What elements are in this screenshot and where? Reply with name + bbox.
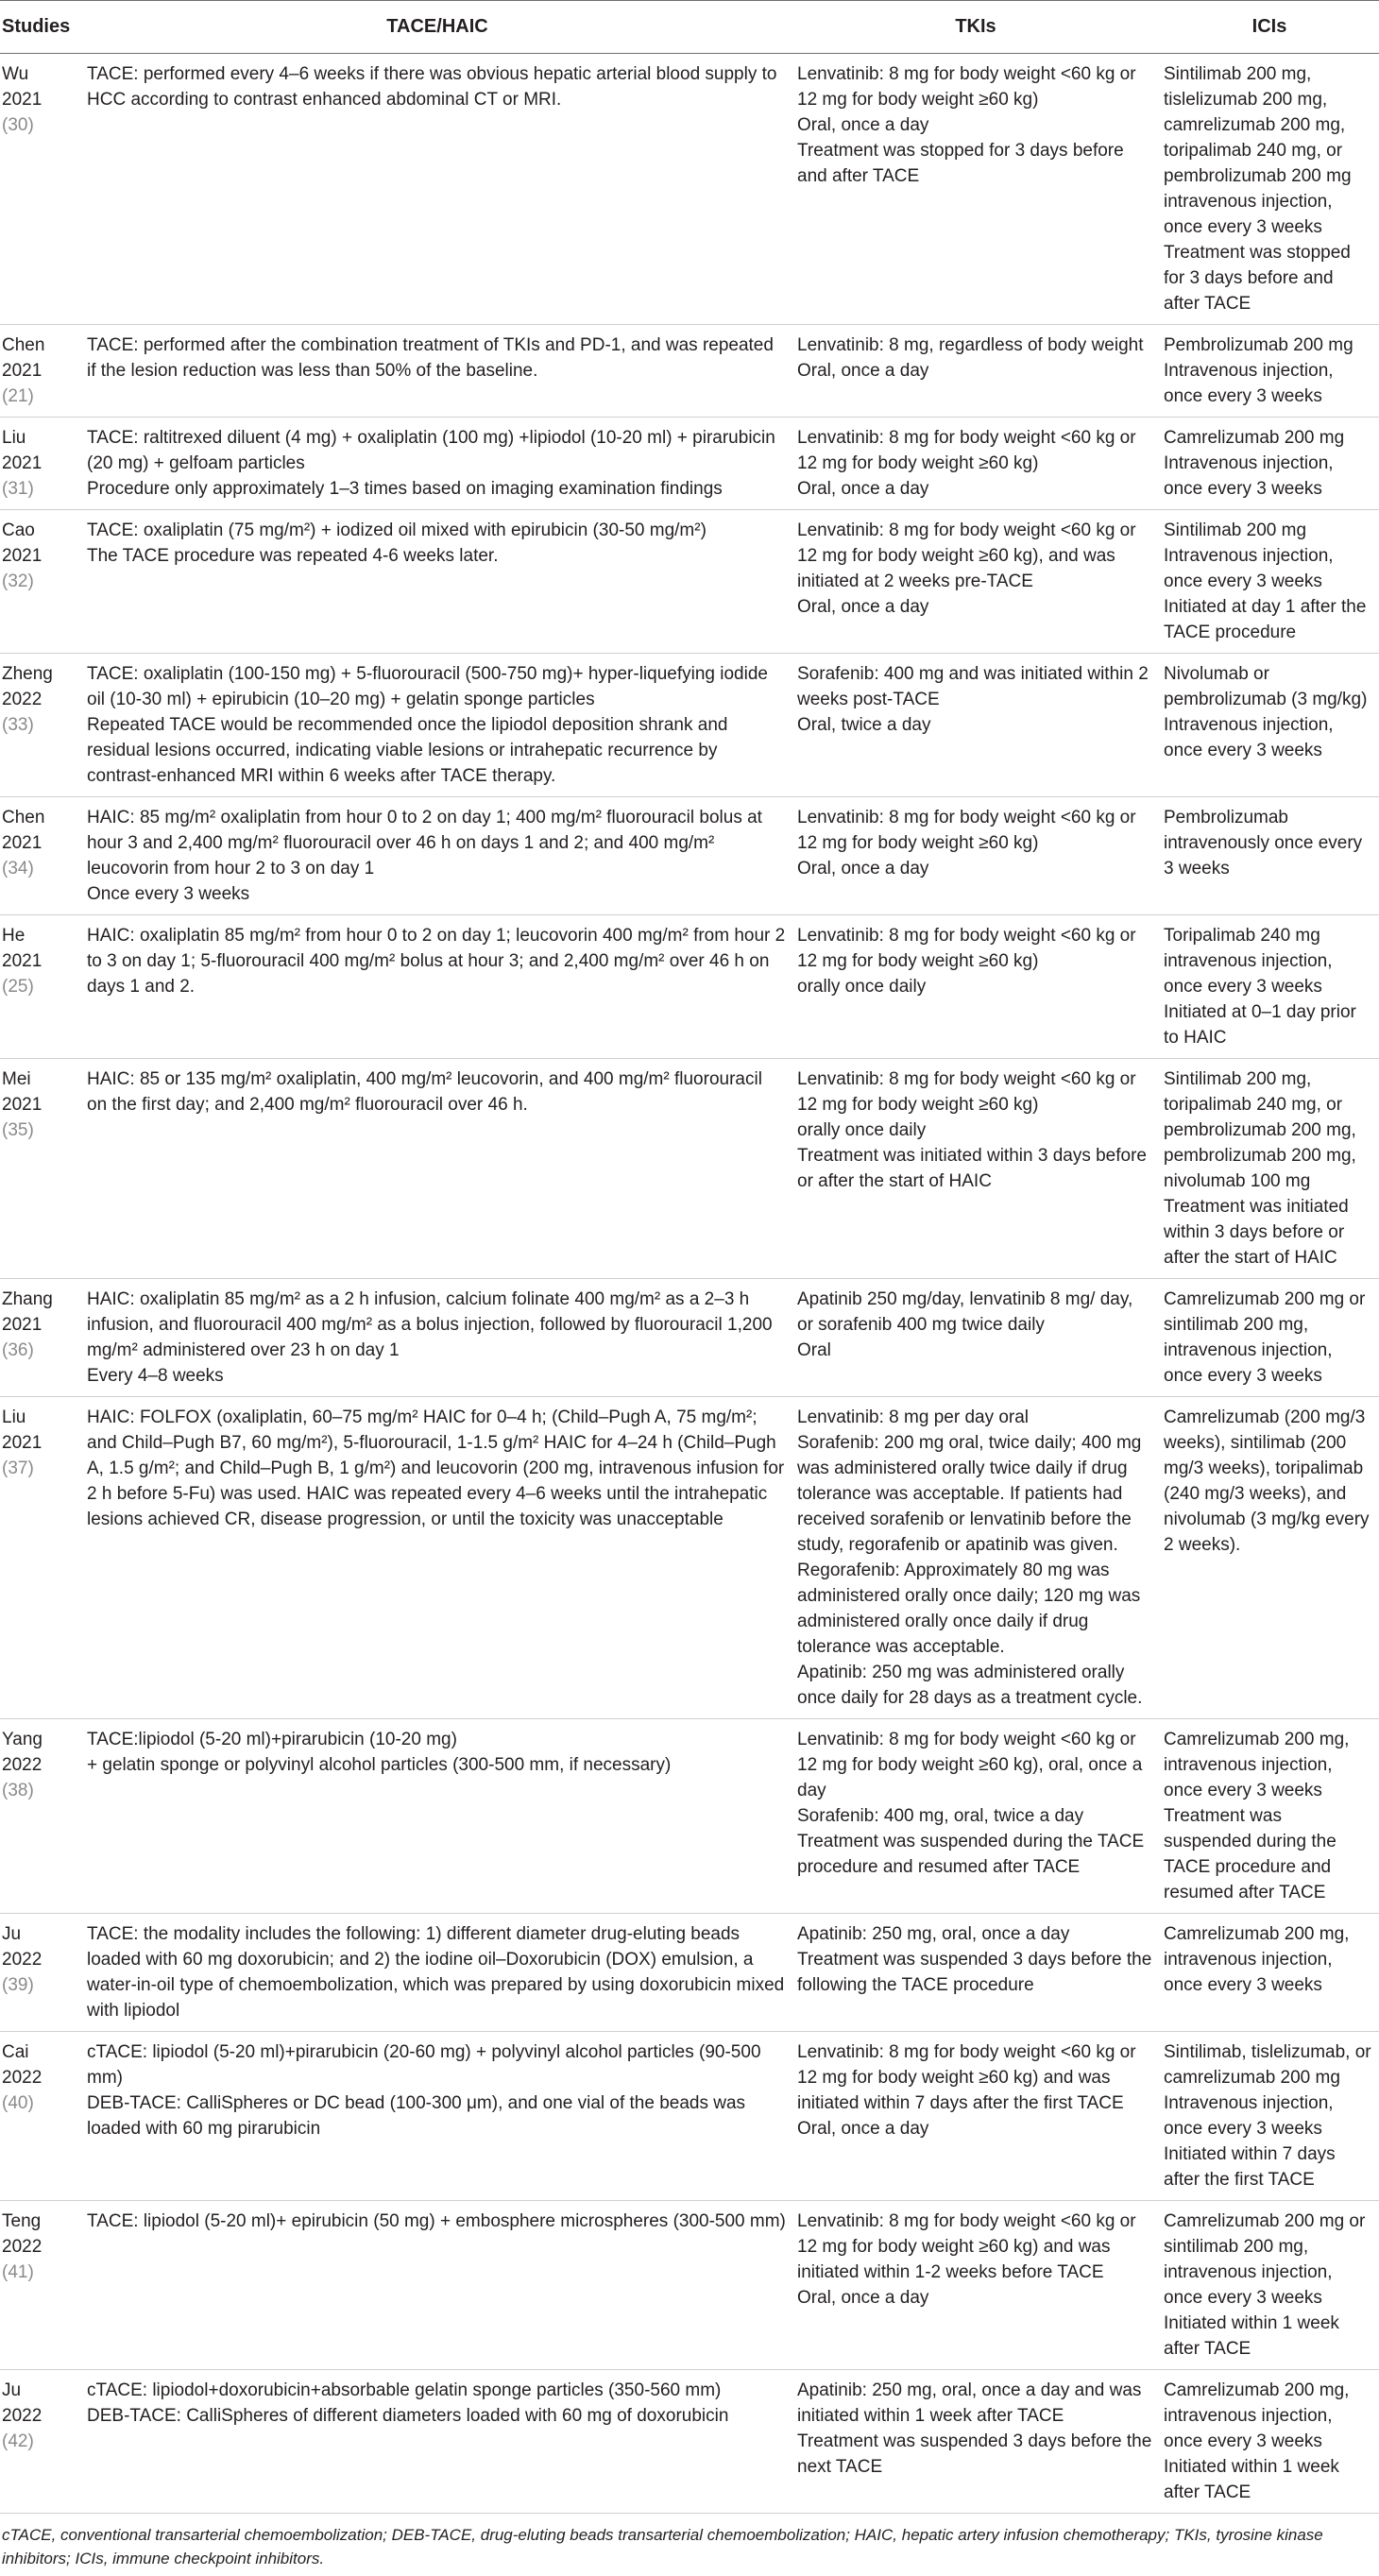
tace-haic-cell (81, 1397, 792, 1719)
tkis-text: Treatment was suspended during the TACE procedure and resumed after TACE (797, 1829, 1152, 1880)
icis-cell (1158, 797, 1379, 915)
study-name: 2021 (2, 948, 79, 974)
icis-cell (1158, 418, 1379, 510)
tace-haic-text: TACE: the modality includes the following: 1) different diameter drug-eluting beads loaded with 60 mg doxorubicin; and 2) the iodine oil–Doxorubicin (DOX) emulsion, a water-in-oil type of chemoembolization, which was prepared by using doxorubicin mixed with lipiodol (87, 1921, 786, 2023)
tace-haic-text: HAIC: FOLFOX (oxaliplatin, 60–75 mg/m² HAIC for 0–4 h; (Child–Pugh A, 75 mg/m²; and Child–Pugh B7, 60 mg/m²), 5-fluorouracil, 1-1.5 g/m² HAIC for 4–24 h (Child–Pugh A, 1.5 g/m²; and Child–Pugh B, 1 g/m²) and leucovorin (200 mg, intravenous infusion for 2 h before 5-Fu) was used. HAIC was repeated every 4–6 weeks until the intrahepatic lesions achieved CR, disease progression, or until the toxicity was unacceptable (87, 1405, 786, 1532)
icis-text: Initiated within 1 week after TACE (1164, 2454, 1373, 2505)
tace-haic-cell (81, 54, 792, 325)
header-tkis: TKIs (792, 1, 1158, 54)
study-name: Chen (2, 333, 79, 358)
study-cell (0, 915, 81, 1059)
tkis-text: Lenvatinib: 8 mg for body weight <60 kg or (797, 923, 1152, 948)
table-row (0, 1279, 1379, 1397)
study-cell (0, 2201, 81, 2370)
reference-number: (31) (2, 476, 79, 502)
tace-haic-text: HAIC: 85 or 135 mg/m² oxaliplatin, 400 mg/m² leucovorin, and 400 mg/m² fluorouracil on the first day; and 2,400 mg/m² fluorouracil over 46 h. (87, 1066, 786, 1117)
tkis-text: Lenvatinib: 8 mg for body weight <60 kg or (797, 1727, 1152, 1752)
tace-haic-cell (81, 1279, 792, 1397)
study-name: Zhang (2, 1287, 79, 1312)
study-cell (0, 1059, 81, 1279)
tkis-text: Oral, once a day (797, 594, 1152, 620)
header-tace-haic: TACE/HAIC (81, 1, 792, 54)
icis-text: Camrelizumab 200 mg or sintilimab 200 mg, intravenous injection, once every 3 weeks (1164, 2209, 1373, 2311)
tkis-text: orally once daily (797, 1117, 1152, 1143)
study-name: 2021 (2, 1092, 79, 1117)
tkis-text: Apatinib: 250 mg was administered orally once daily for 28 days as a treatment cycle. (797, 1660, 1152, 1711)
table-row (0, 1059, 1379, 1279)
tace-haic-cell (81, 1914, 792, 2032)
tkis-text: Oral, once a day (797, 856, 1152, 881)
tkis-cell (792, 2370, 1158, 2514)
tkis-text: Oral, twice a day (797, 712, 1152, 738)
tace-haic-cell (81, 325, 792, 418)
tace-haic-text: cTACE: lipiodol (5-20 ml)+pirarubicin (20-60 mg) + polyvinyl alcohol particles (90-500 mm) (87, 2039, 786, 2090)
icis-text: Sintilimab, tislelizumab, or camrelizumab 200 mg (1164, 2039, 1373, 2090)
table-header (0, 1, 1379, 54)
icis-cell (1158, 2370, 1379, 2514)
table-row (0, 2370, 1379, 2514)
table-row (0, 2032, 1379, 2201)
icis-text: Camrelizumab 200 mg, intravenous injection, once every 3 weeks (1164, 1921, 1373, 1998)
tace-haic-text: Every 4–8 weeks (87, 1363, 786, 1389)
tkis-text: Lenvatinib: 8 mg for body weight <60 kg or (797, 518, 1152, 543)
tkis-cell (792, 797, 1158, 915)
study-name: Liu (2, 425, 79, 451)
tace-haic-text: cTACE: lipiodol+doxorubicin+absorbable gelatin sponge particles (350-560 mm) (87, 2378, 786, 2403)
tace-haic-text: Repeated TACE would be recommended once the lipiodol deposition shrank and residual lesions occurred, indicating viable lesions or intrahepatic recurrence by contrast-enhanced MRI within 6 weeks after TACE therapy. (87, 712, 786, 789)
reference-number: (30) (2, 112, 79, 138)
study-name: 2021 (2, 451, 79, 476)
tkis-cell (792, 1914, 1158, 2032)
study-cell (0, 510, 81, 654)
icis-text: Camrelizumab 200 mg or sintilimab 200 mg, intravenous injection, once every 3 weeks (1164, 1287, 1373, 1389)
study-name: 2022 (2, 2234, 79, 2260)
reference-number: (25) (2, 974, 79, 999)
study-cell (0, 2370, 81, 2514)
table-row (0, 797, 1379, 915)
icis-text: Pembrolizumab 200 mg (1164, 333, 1373, 358)
icis-cell (1158, 654, 1379, 797)
tace-haic-cell (81, 2201, 792, 2370)
table-row (0, 1914, 1379, 2032)
tkis-cell (792, 1279, 1158, 1397)
study-cell (0, 54, 81, 325)
icis-cell (1158, 54, 1379, 325)
study-name: 2022 (2, 687, 79, 712)
table-footnote: cTACE, conventional transarterial chemoembolization; DEB-TACE, drug-eluting beads transarterial chemoembolization; HAIC, hepatic artery infusion chemotherapy; TKIs, tyrosine kinase inhibitors; ICIs, immune checkpoint inhibitors. (0, 2514, 1379, 2576)
study-name: 2021 (2, 87, 79, 112)
icis-text: Sintilimab 200 mg, toripalimab 240 mg, or pembrolizumab 200 mg, pembrolizumab 200 mg, nivolumab 100 mg (1164, 1066, 1373, 1194)
tkis-text: Apatinib 250 mg/day, lenvatinib 8 mg/ day, or sorafenib 400 mg twice daily (797, 1287, 1152, 1338)
tkis-text: Oral, once a day (797, 476, 1152, 502)
table-row (0, 654, 1379, 797)
table-body (0, 54, 1379, 2514)
tace-haic-cell (81, 1719, 792, 1914)
reference-number: (34) (2, 856, 79, 881)
tace-haic-text: HAIC: oxaliplatin 85 mg/m² as a 2 h infusion, calcium folinate 400 mg/m² as a 2–3 h infusion, and fluorouracil 400 mg/m² as a bolus injection, followed by fluorouracil 1,200 mg/m² administered over 23 h on day 1 (87, 1287, 786, 1363)
tkis-text: Lenvatinib: 8 mg for body weight <60 kg or (797, 425, 1152, 451)
header-studies: Studies (0, 1, 81, 54)
tace-haic-text: Once every 3 weeks (87, 881, 786, 907)
tkis-text: 12 mg for body weight ≥60 kg) (797, 1092, 1152, 1117)
reference-number: (40) (2, 2090, 79, 2116)
study-name: 2022 (2, 2065, 79, 2090)
study-name: 2022 (2, 1947, 79, 1972)
table-row (0, 915, 1379, 1059)
tkis-text: Sorafenib: 200 mg oral, twice daily; 400 mg was administered orally twice daily if drug tolerance was acceptable. If patients had received sorafenib or lenvatinib before the study, regorafenib or apatinib was given. (797, 1430, 1152, 1558)
table-row (0, 1397, 1379, 1719)
tkis-text: Regorafenib: Approximately 80 mg was administered orally once daily; 120 mg was administered orally once daily if drug tolerance was acceptable. (797, 1558, 1152, 1660)
icis-text: Treatment was suspended during the TACE procedure and resumed after TACE (1164, 1803, 1373, 1905)
study-cell (0, 325, 81, 418)
tkis-text: Lenvatinib: 8 mg per day oral (797, 1405, 1152, 1430)
tkis-text: 12 mg for body weight ≥60 kg) (797, 87, 1152, 112)
tace-haic-text: TACE: performed every 4–6 weeks if there was obvious hepatic arterial blood supply to HCC according to contrast enhanced abdominal CT or MRI. (87, 61, 786, 112)
tace-haic-text: TACE: oxaliplatin (100-150 mg) + 5-fluorouracil (500-750 mg)+ hyper-liquefying iodide oil (10-30 ml) + epirubicin (10–20 mg) + gelatin sponge particles (87, 661, 786, 712)
icis-cell (1158, 1279, 1379, 1397)
reference-number: (21) (2, 384, 79, 409)
tkis-text: Apatinib: 250 mg, oral, once a day (797, 1921, 1152, 1947)
icis-cell (1158, 1914, 1379, 2032)
tace-haic-cell (81, 510, 792, 654)
icis-text: Camrelizumab 200 mg, intravenous injection, once every 3 weeks (1164, 2378, 1373, 2454)
reference-number: (39) (2, 1972, 79, 1998)
tkis-text: Oral, once a day (797, 112, 1152, 138)
icis-text: Camrelizumab 200 mg (1164, 425, 1373, 451)
icis-text: Sintilimab 200 mg (1164, 518, 1373, 543)
icis-cell (1158, 325, 1379, 418)
icis-text: Camrelizumab 200 mg, intravenous injection, once every 3 weeks (1164, 1727, 1373, 1803)
icis-text: Pembrolizumab intravenously once every 3 weeks (1164, 805, 1373, 881)
study-name: Wu (2, 61, 79, 87)
icis-text: Sintilimab 200 mg, tislelizumab 200 mg, camrelizumab 200 mg, toripalimab 240 mg, or pembrolizumab 200 mg intravenous injection, once every 3 weeks (1164, 61, 1373, 240)
icis-cell (1158, 915, 1379, 1059)
study-name: Ju (2, 1921, 79, 1947)
study-cell (0, 1719, 81, 1914)
table-row (0, 418, 1379, 510)
tace-haic-text: HAIC: oxaliplatin 85 mg/m² from hour 0 to 2 on day 1; leucovorin 400 mg/m² from hour 2 to 3 on day 1; 5-fluorouracil 400 mg/m² bolus at hour 3; and 2,400 mg/m² over 46 h on days 1 and 2. (87, 923, 786, 999)
study-name: He (2, 923, 79, 948)
tkis-text: 12 mg for body weight ≥60 kg) (797, 830, 1152, 856)
study-cell (0, 1914, 81, 2032)
tkis-text: Apatinib: 250 mg, oral, once a day and was initiated within 1 week after TACE (797, 2378, 1152, 2429)
tace-haic-text: HAIC: 85 mg/m² oxaliplatin from hour 0 to 2 on day 1; 400 mg/m² fluorouracil bolus at hour 3 and 2,400 mg/m² fluorouracil over 46 h on days 1 and 2; and 400 mg/m² leucovorin from hour 2 to 3 on day 1 (87, 805, 786, 881)
study-name: 2021 (2, 543, 79, 569)
icis-text: Initiated within 1 week after TACE (1164, 2311, 1373, 2362)
study-name: 2021 (2, 830, 79, 856)
icis-cell (1158, 1719, 1379, 1914)
icis-text: Nivolumab or pembrolizumab (3 mg/kg) (1164, 661, 1373, 712)
tkis-cell (792, 915, 1158, 1059)
icis-text: Intravenous injection, once every 3 weeks (1164, 543, 1373, 594)
tkis-cell (792, 325, 1158, 418)
table-row (0, 325, 1379, 418)
study-name: Yang (2, 1727, 79, 1752)
reference-number: (36) (2, 1338, 79, 1363)
reference-number: (38) (2, 1778, 79, 1803)
tace-haic-cell (81, 915, 792, 1059)
tace-haic-text: TACE: oxaliplatin (75 mg/m²) + iodized oil mixed with epirubicin (30-50 mg/m²) (87, 518, 786, 543)
tace-haic-text: TACE: lipiodol (5-20 ml)+ epirubicin (50 mg) + embosphere microspheres (300-500 mm) (87, 2209, 786, 2234)
tace-haic-cell (81, 797, 792, 915)
tace-haic-cell (81, 2032, 792, 2201)
tkis-text: 12 mg for body weight ≥60 kg) and was initiated within 1-2 weeks before TACE (797, 2234, 1152, 2285)
header-row (0, 1, 1379, 54)
tace-haic-text: DEB-TACE: CalliSpheres or DC bead (100-300 μm), and one vial of the beads was loaded with 60 mg pirarubicin (87, 2090, 786, 2141)
study-name: Liu (2, 1405, 79, 1430)
study-name: 2022 (2, 1752, 79, 1778)
icis-cell (1158, 1397, 1379, 1719)
study-cell (0, 418, 81, 510)
footnote-row (0, 2514, 1379, 2576)
study-name: 2021 (2, 1312, 79, 1338)
table-row (0, 1719, 1379, 1914)
reference-number: (35) (2, 1117, 79, 1143)
reference-number: (37) (2, 1456, 79, 1481)
tkis-text: 12 mg for body weight ≥60 kg), and was initiated at 2 weeks pre-TACE (797, 543, 1152, 594)
icis-text: Treatment was initiated within 3 days before or after the start of HAIC (1164, 1194, 1373, 1271)
icis-text: Toripalimab 240 mg intravenous injection, once every 3 weeks (1164, 923, 1373, 999)
tkis-text: orally once daily (797, 974, 1152, 999)
header-icis: ICIs (1158, 1, 1379, 54)
tkis-cell (792, 510, 1158, 654)
table-footer (0, 2514, 1379, 2576)
study-name: Zheng (2, 661, 79, 687)
table-row (0, 2201, 1379, 2370)
study-name: Cao (2, 518, 79, 543)
study-name: 2021 (2, 1430, 79, 1456)
icis-text: Intravenous injection, once every 3 weeks (1164, 712, 1373, 763)
study-name: Chen (2, 805, 79, 830)
icis-text: Intravenous injection, once every 3 weeks (1164, 358, 1373, 409)
tkis-text: 12 mg for body weight ≥60 kg) (797, 451, 1152, 476)
tkis-text: Sorafenib: 400 mg, oral, twice a day (797, 1803, 1152, 1829)
tkis-text: 12 mg for body weight ≥60 kg) and was initiated within 7 days after the first TACE (797, 2065, 1152, 2116)
study-name: 2022 (2, 2403, 79, 2429)
tkis-text: Oral, once a day (797, 2285, 1152, 2311)
tkis-text: Lenvatinib: 8 mg for body weight <60 kg or (797, 805, 1152, 830)
study-name: Teng (2, 2209, 79, 2234)
tkis-text: Lenvatinib: 8 mg, regardless of body weight (797, 333, 1152, 358)
tkis-text: Lenvatinib: 8 mg for body weight <60 kg or (797, 61, 1152, 87)
tkis-cell (792, 654, 1158, 797)
tkis-text: Oral, once a day (797, 2116, 1152, 2141)
tkis-text: Oral, once a day (797, 358, 1152, 384)
table-row (0, 54, 1379, 325)
tace-haic-text: TACE: raltitrexed diluent (4 mg) + oxaliplatin (100 mg) +lipiodol (10-20 ml) + pirarubicin (20 mg) + gelfoam particles (87, 425, 786, 476)
icis-text: Camrelizumab (200 mg/3 weeks), sintilimab (200 mg/3 weeks), toripalimab (240 mg/3 weeks), and nivolumab (3 mg/kg every 2 weeks). (1164, 1405, 1373, 1558)
tkis-text: Sorafenib: 400 mg and was initiated within 2 weeks post-TACE (797, 661, 1152, 712)
tace-haic-text: + gelatin sponge or polyvinyl alcohol particles (300-500 mm, if necessary) (87, 1752, 786, 1778)
tkis-text: Lenvatinib: 8 mg for body weight <60 kg or (797, 1066, 1152, 1092)
study-name: Mei (2, 1066, 79, 1092)
tace-haic-text: DEB-TACE: CalliSpheres of different diameters loaded with 60 mg of doxorubicin (87, 2403, 786, 2429)
tkis-cell (792, 2032, 1158, 2201)
icis-cell (1158, 2032, 1379, 2201)
tkis-text: Lenvatinib: 8 mg for body weight <60 kg or (797, 2039, 1152, 2065)
study-cell (0, 2032, 81, 2201)
tkis-text: Lenvatinib: 8 mg for body weight <60 kg or (797, 2209, 1152, 2234)
study-name: Ju (2, 2378, 79, 2403)
study-name: Cai (2, 2039, 79, 2065)
icis-text: Initiated at 0–1 day prior to HAIC (1164, 999, 1373, 1050)
icis-text: Intravenous injection, once every 3 weeks (1164, 2090, 1373, 2141)
icis-text: Treatment was stopped for 3 days before and after TACE (1164, 240, 1373, 316)
icis-text: Intravenous injection, once every 3 weeks (1164, 451, 1373, 502)
reference-number: (41) (2, 2260, 79, 2285)
reference-number: (33) (2, 712, 79, 738)
tkis-text: Oral (797, 1338, 1152, 1363)
tace-haic-text: Procedure only approximately 1–3 times based on imaging examination findings (87, 476, 786, 502)
icis-cell (1158, 1059, 1379, 1279)
icis-cell (1158, 510, 1379, 654)
icis-cell (1158, 2201, 1379, 2370)
tkis-text: Treatment was initiated within 3 days before or after the start of HAIC (797, 1143, 1152, 1194)
tkis-text: 12 mg for body weight ≥60 kg), oral, once a day (797, 1752, 1152, 1803)
table-row (0, 510, 1379, 654)
tace-haic-cell (81, 418, 792, 510)
study-name: 2021 (2, 358, 79, 384)
tace-haic-text: TACE: performed after the combination treatment of TKIs and PD-1, and was repeated if the lesion reduction was less than 50% of the baseline. (87, 333, 786, 384)
tkis-cell (792, 418, 1158, 510)
tkis-cell (792, 2201, 1158, 2370)
tace-haic-text: The TACE procedure was repeated 4-6 weeks later. (87, 543, 786, 569)
study-cell (0, 797, 81, 915)
tkis-text: 12 mg for body weight ≥60 kg) (797, 948, 1152, 974)
tace-haic-cell (81, 1059, 792, 1279)
tkis-cell (792, 1397, 1158, 1719)
tace-haic-cell (81, 2370, 792, 2514)
icis-text: Initiated within 7 days after the first TACE (1164, 2141, 1373, 2192)
icis-text: Initiated at day 1 after the TACE procedure (1164, 594, 1373, 645)
tkis-cell (792, 1719, 1158, 1914)
reference-number: (32) (2, 569, 79, 594)
study-cell (0, 1397, 81, 1719)
study-cell (0, 1279, 81, 1397)
tkis-text: Treatment was suspended 3 days before the following the TACE procedure (797, 1947, 1152, 1998)
tace-haic-text: TACE:lipiodol (5-20 ml)+pirarubicin (10-20 mg) (87, 1727, 786, 1752)
tkis-text: Treatment was stopped for 3 days before and after TACE (797, 138, 1152, 189)
tace-haic-cell (81, 654, 792, 797)
tkis-cell (792, 54, 1158, 325)
tkis-cell (792, 1059, 1158, 1279)
reference-number: (42) (2, 2429, 79, 2454)
study-cell (0, 654, 81, 797)
tkis-text: Treatment was suspended 3 days before the next TACE (797, 2429, 1152, 2480)
